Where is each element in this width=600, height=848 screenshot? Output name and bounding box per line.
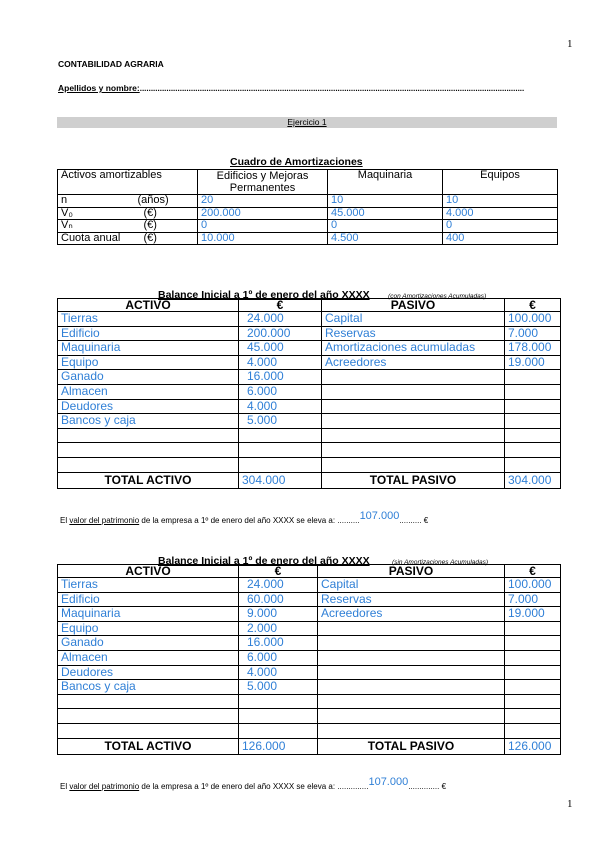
table-row bbox=[58, 326, 561, 341]
amortization-row bbox=[58, 207, 558, 220]
empty-cell bbox=[318, 636, 505, 651]
table-row bbox=[58, 650, 561, 665]
activo-value: 4.000 bbox=[239, 399, 322, 414]
table-row bbox=[58, 592, 561, 607]
name-dots: ............................................................................................................................................................................. bbox=[139, 84, 525, 93]
total-pasivo-label: TOTAL PASIVO bbox=[318, 738, 505, 754]
patrimonio-euro: € bbox=[421, 516, 429, 525]
activo-name: Deudores bbox=[58, 399, 239, 414]
activo-name: Tierras bbox=[58, 312, 239, 327]
amortization-row bbox=[58, 195, 558, 208]
activo-name: Bancos y caja bbox=[58, 680, 239, 695]
activo-name: Almacen bbox=[58, 384, 239, 399]
document-title: CONTABILIDAD AGRARIA bbox=[58, 59, 164, 69]
pasivo-name: Capital bbox=[322, 312, 505, 327]
balance1-table bbox=[57, 298, 561, 489]
cell: 200.000 bbox=[198, 207, 328, 220]
empty-cell bbox=[318, 650, 505, 665]
patrimonio-mid: de la empresa a 1º de enero del año XXXX se eleva a: bbox=[139, 516, 338, 525]
table-row bbox=[58, 709, 561, 724]
activo-value: 6.000 bbox=[239, 650, 318, 665]
table-row bbox=[58, 312, 561, 327]
balance2-title: Balance Inicial a 1º de enero del año XXXX bbox=[158, 555, 370, 567]
pasivo-value: 19.000 bbox=[505, 607, 561, 622]
activo-name: Almacen bbox=[58, 650, 239, 665]
patrimonio-link: valor del patrimonio bbox=[69, 516, 140, 525]
activo-value: 45.000 bbox=[239, 341, 322, 356]
row-unit: (€) bbox=[143, 231, 157, 244]
total-pasivo-value: 304.000 bbox=[505, 472, 561, 488]
row-label: n bbox=[61, 194, 68, 206]
page-number-bottom: 1 bbox=[567, 798, 573, 810]
amortization-row bbox=[58, 232, 558, 245]
pasivo-name: Acreedores bbox=[322, 355, 505, 370]
activo-value: 4.000 bbox=[239, 665, 318, 680]
patrimonio-euro: € bbox=[439, 782, 447, 791]
table-row bbox=[58, 607, 561, 622]
row-label: Cuota anual bbox=[61, 232, 121, 244]
pasivo-value: 19.000 bbox=[505, 355, 561, 370]
amortization-col-3: Equipos bbox=[443, 170, 558, 195]
row-unit: (€) bbox=[143, 206, 157, 219]
activo-value: 9.000 bbox=[239, 607, 318, 622]
table-row bbox=[58, 414, 561, 429]
pasivo-value: 100.000 bbox=[505, 578, 561, 593]
row-label: Vₙ bbox=[61, 219, 73, 231]
cell: 20 bbox=[198, 195, 328, 208]
amortization-title: Cuadro de Amortizaciones bbox=[230, 156, 363, 168]
activo-name: Ganado bbox=[58, 370, 239, 385]
cell: 0 bbox=[198, 220, 328, 233]
col-euro: € bbox=[505, 299, 561, 312]
total-activo-value: 126.000 bbox=[239, 738, 318, 754]
empty-cell bbox=[322, 384, 505, 399]
activo-value: 5.000 bbox=[239, 680, 318, 695]
pasivo-name: Acreedores bbox=[318, 607, 505, 622]
name-line bbox=[58, 83, 558, 93]
table-row bbox=[58, 341, 561, 356]
activo-value: 5.000 bbox=[239, 414, 322, 429]
col-euro: € bbox=[239, 299, 322, 312]
pasivo-value: 7.000 bbox=[505, 326, 561, 341]
cell: 10 bbox=[328, 195, 443, 208]
empty-cell bbox=[318, 665, 505, 680]
patrimonio-dots: .......... bbox=[399, 516, 422, 525]
cell: 4.000 bbox=[443, 207, 558, 220]
table-row bbox=[58, 723, 561, 738]
table-row bbox=[58, 443, 561, 458]
balance2-table bbox=[57, 564, 561, 755]
activo-name: Tierras bbox=[58, 578, 239, 593]
patrimonio-pre: El bbox=[60, 516, 70, 525]
activo-value: 2.000 bbox=[239, 621, 318, 636]
empty-cell bbox=[318, 680, 505, 695]
empty-cell bbox=[505, 370, 561, 385]
patrimonio-value: 107.000 bbox=[359, 510, 400, 522]
balance1-total-row bbox=[58, 472, 561, 488]
patrimonio-link: valor del patrimonio bbox=[69, 782, 140, 791]
activo-name: Ganado bbox=[58, 636, 239, 651]
row-label: V₀ bbox=[61, 207, 73, 219]
pasivo-value: 178.000 bbox=[505, 341, 561, 356]
name-label: Apellidos y nombre: bbox=[58, 83, 140, 93]
patrimonio-pre: El bbox=[60, 782, 70, 791]
pasivo-name: Amortizaciones acumuladas bbox=[322, 341, 505, 356]
total-activo-label: TOTAL ACTIVO bbox=[58, 738, 239, 754]
amortization-header-row bbox=[58, 170, 558, 195]
empty-cell bbox=[322, 370, 505, 385]
cell: 4.500 bbox=[328, 232, 443, 245]
amortization-col-1: Edificios y Mejoras Permanentes bbox=[198, 170, 328, 195]
pasivo-value: 100.000 bbox=[505, 312, 561, 327]
empty-cell bbox=[505, 399, 561, 414]
activo-value: 60.000 bbox=[239, 592, 318, 607]
row-unit: (€) bbox=[143, 219, 157, 231]
activo-value: 24.000 bbox=[239, 312, 322, 327]
activo-name: Deudores bbox=[58, 665, 239, 680]
table-row bbox=[58, 680, 561, 695]
table-row bbox=[58, 665, 561, 680]
col-euro: € bbox=[239, 565, 318, 578]
activo-name: Bancos y caja bbox=[58, 414, 239, 429]
activo-value: 4.000 bbox=[239, 355, 322, 370]
empty-cell bbox=[505, 636, 561, 651]
empty-cell bbox=[505, 650, 561, 665]
col-pasivo: PASIVO bbox=[322, 299, 505, 312]
empty-cell bbox=[505, 680, 561, 695]
empty-cell bbox=[322, 414, 505, 429]
balance1-patrimonio bbox=[60, 510, 429, 526]
table-row bbox=[58, 355, 561, 370]
table-row bbox=[58, 457, 561, 472]
balance2-total-row bbox=[58, 738, 561, 754]
total-activo-label: TOTAL ACTIVO bbox=[58, 472, 239, 488]
activo-value: 16.000 bbox=[239, 636, 318, 651]
balance1-header-row bbox=[58, 299, 561, 312]
amortization-col-2: Maquinaria bbox=[328, 170, 443, 195]
activo-name: Edificio bbox=[58, 592, 239, 607]
exercise-label: Ejercicio 1 bbox=[287, 117, 327, 127]
activo-name: Equipo bbox=[58, 621, 239, 636]
patrimonio-dots: .............. bbox=[408, 782, 440, 791]
balance1-title: Balance Inicial a 1º de enero del año XXXX bbox=[158, 289, 370, 301]
balance2-note: (sin Amortizaciones Acumuladas) bbox=[392, 559, 489, 566]
page-number-top: 1 bbox=[567, 38, 573, 50]
col-pasivo: PASIVO bbox=[318, 565, 505, 578]
table-row bbox=[58, 636, 561, 651]
activo-name: Edificio bbox=[58, 326, 239, 341]
balance2-header-row bbox=[58, 565, 561, 578]
patrimonio-mid: de la empresa a 1º de enero del año XXXX se eleva a: bbox=[139, 782, 338, 791]
total-pasivo-label: TOTAL PASIVO bbox=[322, 472, 505, 488]
total-activo-value: 304.000 bbox=[239, 472, 322, 488]
amortization-col-0: Activos amortizables bbox=[58, 170, 198, 195]
empty-cell bbox=[505, 414, 561, 429]
amortization-table bbox=[57, 169, 558, 245]
table-row bbox=[58, 694, 561, 709]
patrimonio-dots: .............. bbox=[337, 782, 369, 791]
table-row bbox=[58, 621, 561, 636]
empty-cell bbox=[505, 621, 561, 636]
activo-name: Maquinaria bbox=[58, 341, 239, 356]
balance2-patrimonio bbox=[60, 776, 447, 792]
table-row bbox=[58, 428, 561, 443]
amortization-row bbox=[58, 220, 558, 233]
activo-value: 24.000 bbox=[239, 578, 318, 593]
patrimonio-dots: .......... bbox=[337, 516, 360, 525]
cell: 10 bbox=[443, 195, 558, 208]
activo-value: 6.000 bbox=[239, 384, 322, 399]
col-activo: ACTIVO bbox=[58, 565, 239, 578]
empty-cell bbox=[505, 384, 561, 399]
empty-cell bbox=[505, 665, 561, 680]
cell: 0 bbox=[443, 220, 558, 233]
cell: 400 bbox=[443, 232, 558, 245]
table-row bbox=[58, 370, 561, 385]
activo-name: Equipo bbox=[58, 355, 239, 370]
pasivo-name: Reservas bbox=[318, 592, 505, 607]
pasivo-value: 7.000 bbox=[505, 592, 561, 607]
pasivo-name: Capital bbox=[318, 578, 505, 593]
table-row bbox=[58, 399, 561, 414]
col-euro: € bbox=[505, 565, 561, 578]
activo-value: 16.000 bbox=[239, 370, 322, 385]
exercise-band bbox=[57, 117, 557, 128]
patrimonio-value: 107.000 bbox=[368, 776, 409, 788]
activo-name: Maquinaria bbox=[58, 607, 239, 622]
pasivo-name: Reservas bbox=[322, 326, 505, 341]
cell: 0 bbox=[328, 220, 443, 233]
empty-cell bbox=[322, 399, 505, 414]
balance1-note: (con Amortizaciones Acumuladas) bbox=[388, 293, 487, 300]
row-unit: (años) bbox=[137, 194, 169, 206]
col-activo: ACTIVO bbox=[58, 299, 239, 312]
activo-value: 200.000 bbox=[239, 326, 322, 341]
cell: 45.000 bbox=[328, 207, 443, 220]
table-row bbox=[58, 384, 561, 399]
empty-cell bbox=[318, 621, 505, 636]
total-pasivo-value: 126.000 bbox=[505, 738, 561, 754]
cell: 10.000 bbox=[198, 232, 328, 245]
table-row bbox=[58, 578, 561, 593]
